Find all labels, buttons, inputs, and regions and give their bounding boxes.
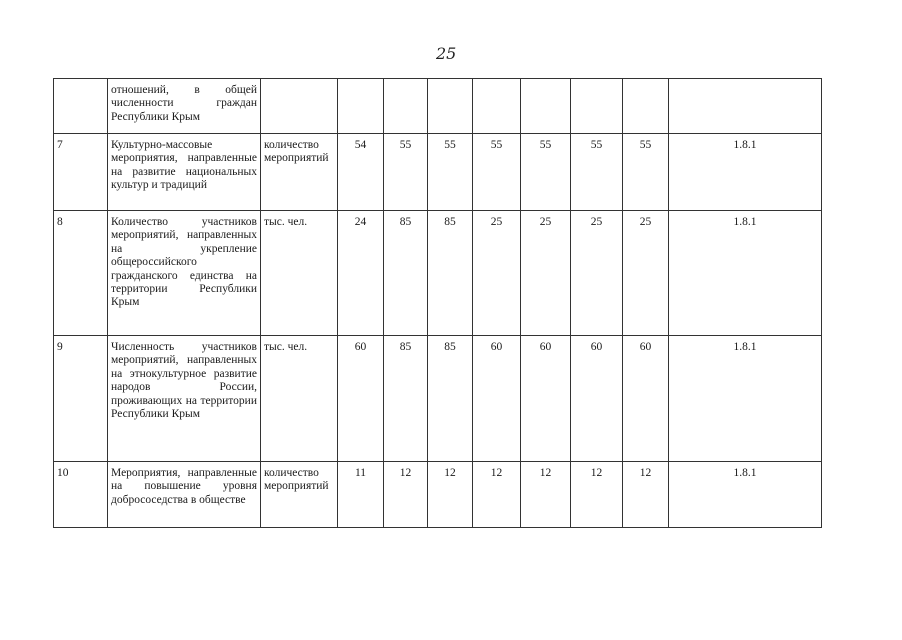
indicator-name: отношений, в общей численности граждан Республики Крым (108, 79, 261, 134)
value-cell: 55 (428, 134, 473, 211)
value-cell (428, 79, 473, 134)
value-cell (384, 79, 428, 134)
value-cell: 11 (338, 462, 384, 528)
value-cell (623, 79, 669, 134)
value-cell: 55 (571, 134, 623, 211)
reference-code: 1.8.1 (669, 134, 822, 211)
value-cell: 55 (384, 134, 428, 211)
unit-of-measure: количество мероприятий (261, 462, 338, 528)
unit-of-measure (261, 79, 338, 134)
value-cell: 85 (428, 211, 473, 336)
page-number: 25 (436, 44, 457, 63)
reference-code: 1.8.1 (669, 211, 822, 336)
value-cell: 25 (473, 211, 521, 336)
reference-code (669, 79, 822, 134)
value-cell: 85 (384, 211, 428, 336)
value-cell (571, 79, 623, 134)
value-cell: 25 (521, 211, 571, 336)
indicator-name: Численность участников мероприятий, направленных на этнокультурное развитие народов России, проживающих на территории Республики Крым (108, 336, 261, 462)
value-cell: 55 (473, 134, 521, 211)
value-cell: 25 (571, 211, 623, 336)
value-cell: 54 (338, 134, 384, 211)
value-cell: 60 (623, 336, 669, 462)
value-cell: 24 (338, 211, 384, 336)
indicator-name: Культурно-массовые мероприятия, направленные на развитие национальных культур и традиций (108, 134, 261, 211)
value-cell (338, 79, 384, 134)
unit-of-measure: тыс. чел. (261, 211, 338, 336)
table-row (54, 79, 822, 134)
value-cell (521, 79, 571, 134)
value-cell: 60 (338, 336, 384, 462)
value-cell: 12 (428, 462, 473, 528)
value-cell: 12 (623, 462, 669, 528)
value-cell: 55 (521, 134, 571, 211)
value-cell: 12 (384, 462, 428, 528)
value-cell: 55 (623, 134, 669, 211)
row-number (54, 79, 108, 134)
value-cell: 85 (384, 336, 428, 462)
value-cell: 12 (473, 462, 521, 528)
indicator-name: Мероприятия, направленные на повышение уровня добрососедства в обществе (108, 462, 261, 528)
value-cell (473, 79, 521, 134)
row-number: 9 (54, 336, 108, 462)
value-cell: 60 (571, 336, 623, 462)
table-row (54, 134, 822, 211)
row-number: 7 (54, 134, 108, 211)
unit-of-measure: количество мероприятий (261, 134, 338, 211)
row-number: 8 (54, 211, 108, 336)
indicators-table (53, 78, 822, 528)
table-row (54, 336, 822, 462)
table-row (54, 211, 822, 336)
unit-of-measure: тыс. чел. (261, 336, 338, 462)
value-cell: 12 (521, 462, 571, 528)
value-cell: 60 (473, 336, 521, 462)
value-cell: 12 (571, 462, 623, 528)
table-row (54, 462, 822, 528)
indicator-name: Количество участников мероприятий, направленных на укрепление общероссийского гражданского единства на территории Республики Крым (108, 211, 261, 336)
value-cell: 25 (623, 211, 669, 336)
reference-code: 1.8.1 (669, 336, 822, 462)
row-number: 10 (54, 462, 108, 528)
value-cell: 85 (428, 336, 473, 462)
reference-code: 1.8.1 (669, 462, 822, 528)
value-cell: 60 (521, 336, 571, 462)
